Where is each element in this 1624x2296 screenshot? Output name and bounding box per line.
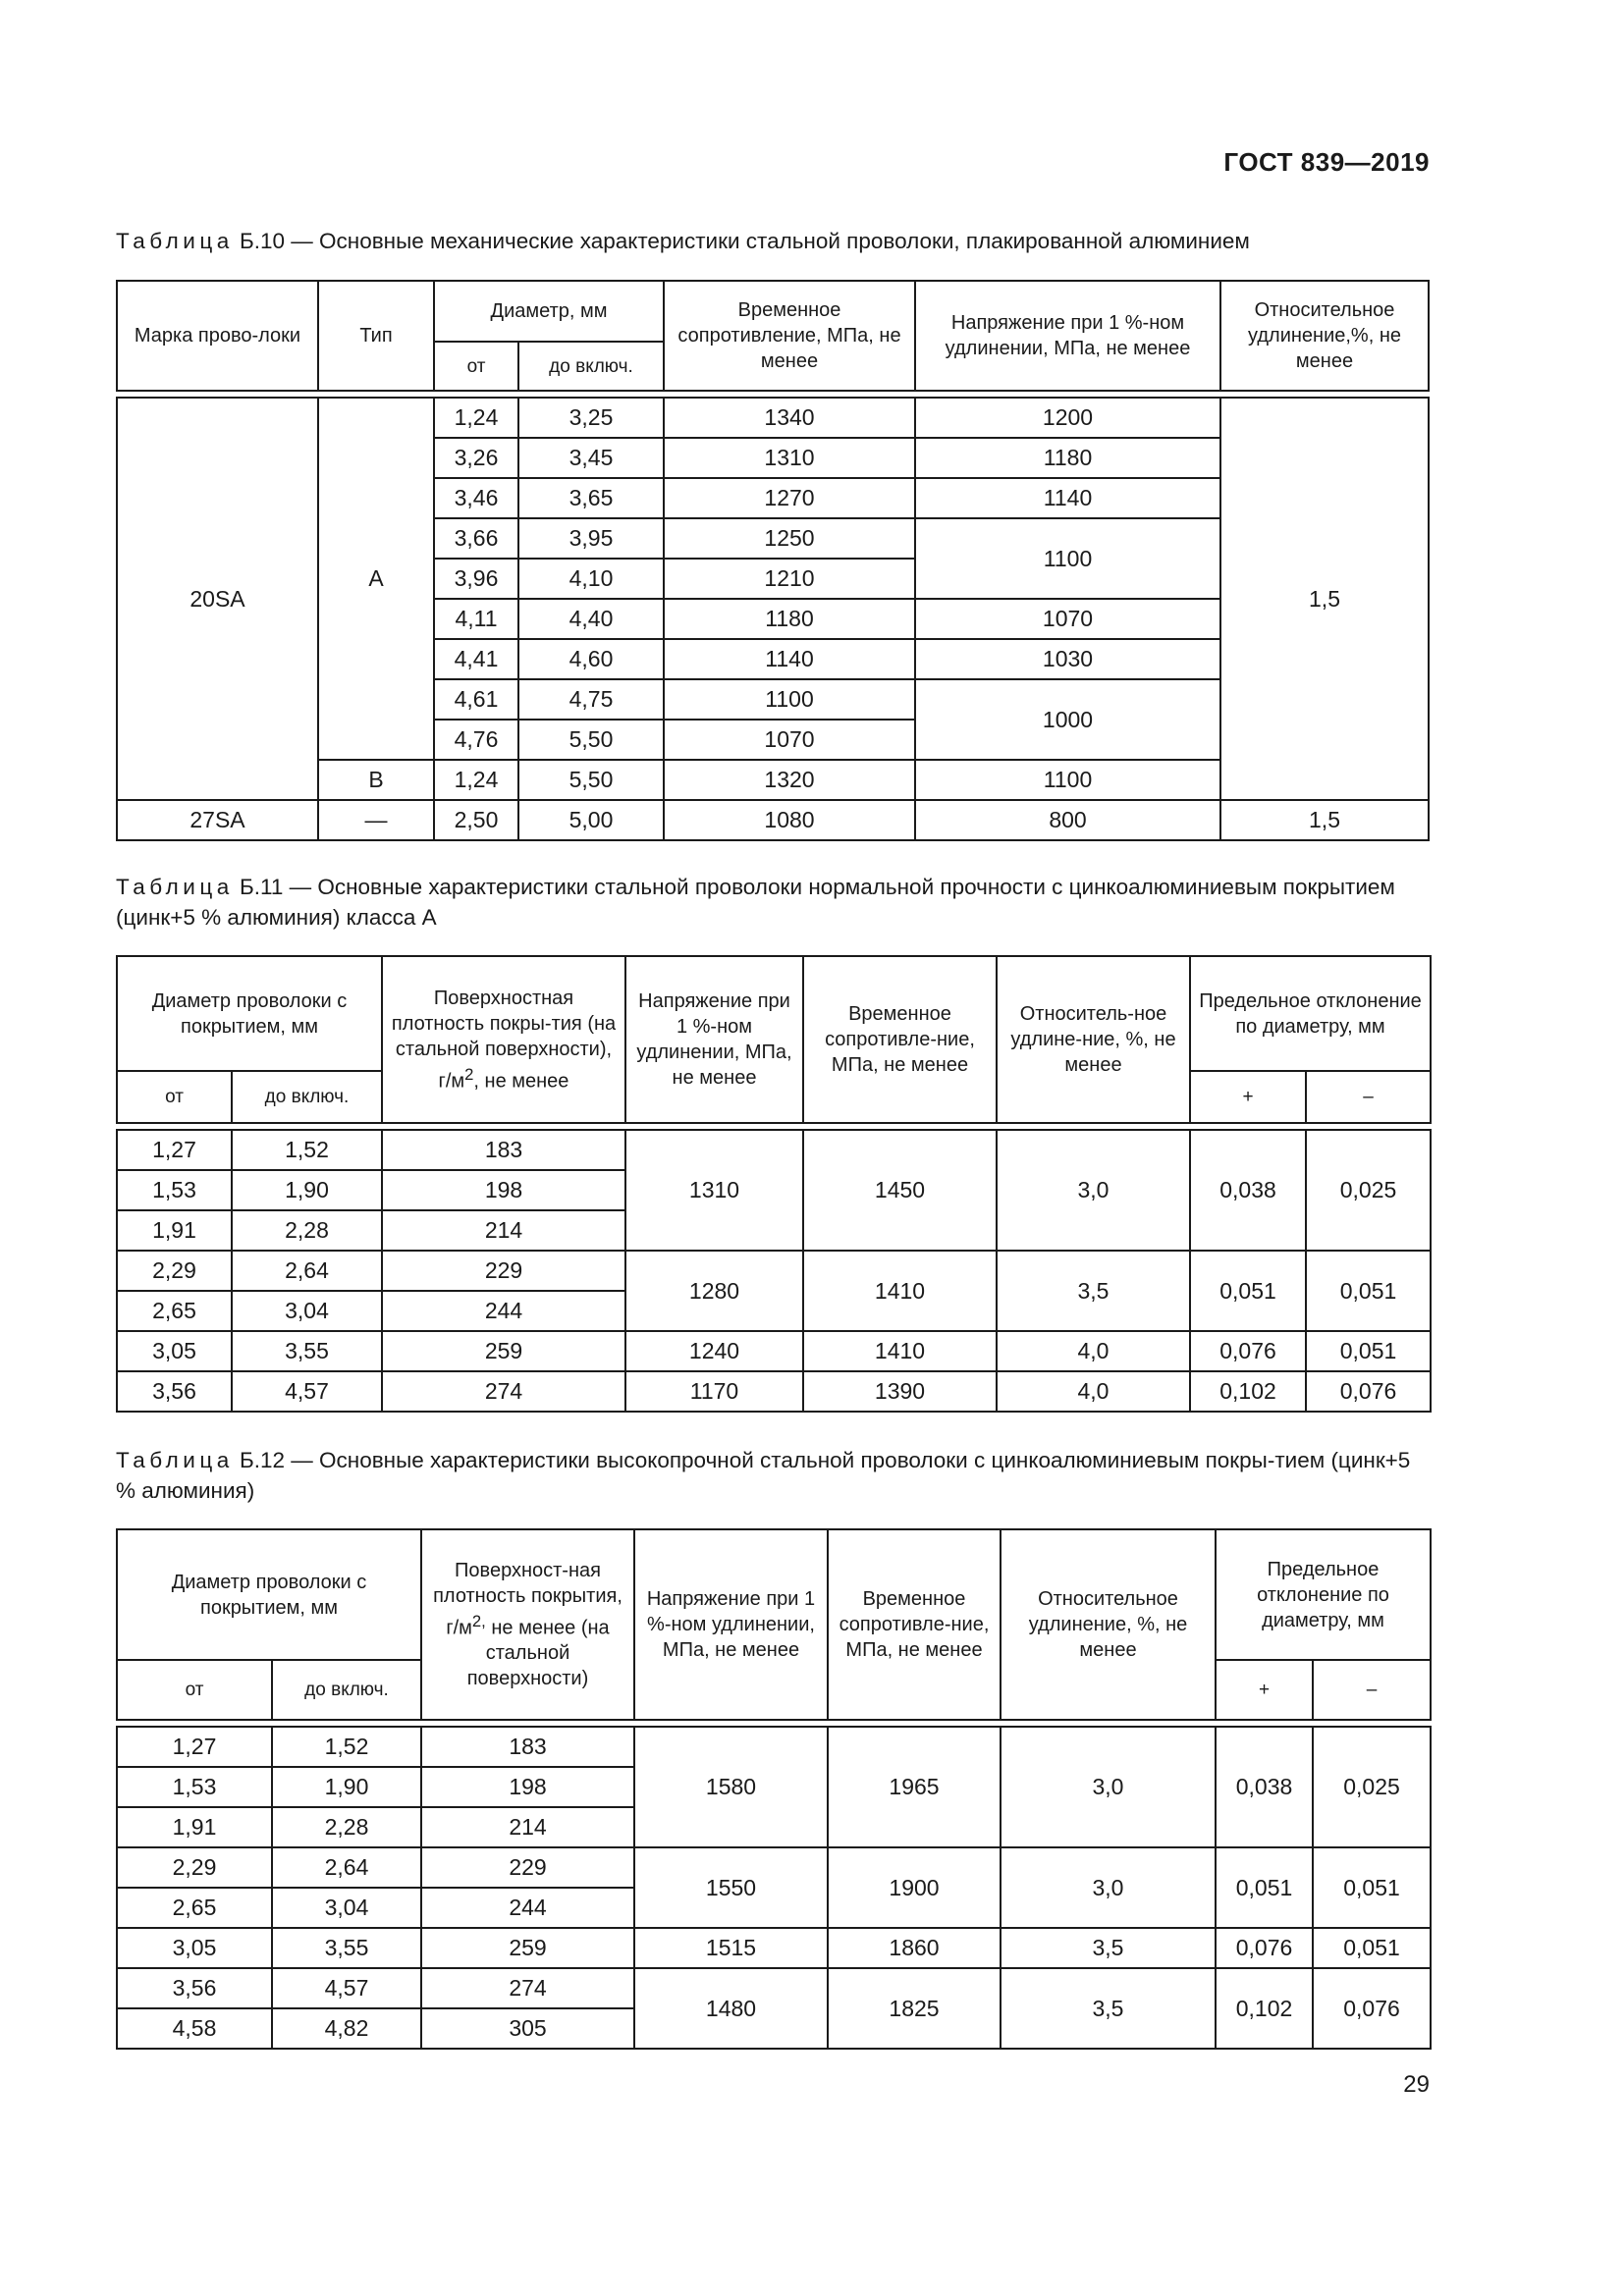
to-cell: 4,10 [518,559,664,599]
header-diameter: Диаметр проволоки с покрытием, мм [117,1529,421,1660]
header-to: до включ. [232,1071,382,1123]
deviation-plus-cell: 0,051 [1216,1847,1313,1928]
elongation-cell: 3,0 [1001,1847,1216,1928]
tensile-cell: 1100 [664,679,915,720]
type-cell: B [318,760,434,800]
from-cell: 2,65 [117,1888,272,1928]
header-plus: + [1190,1071,1306,1123]
table-row [117,398,1429,438]
to-cell: 1,90 [272,1767,421,1807]
from-cell: 1,27 [117,1130,232,1170]
table-row [117,1727,1431,1767]
stress-cell: 800 [915,800,1220,840]
to-cell: 4,57 [272,1968,421,2008]
to-cell: 4,57 [232,1371,382,1412]
density-cell: 198 [382,1170,625,1210]
header-stress-1pct: Напряжение при 1 %-ном удлинении, МПа, не менее [634,1529,828,1720]
deviation-plus-cell: 0,076 [1190,1331,1306,1371]
from-cell: 1,91 [117,1807,272,1847]
tensile-cell: 1825 [828,1968,1001,2049]
table-row [117,1331,1431,1371]
elongation-cell: 1,5 [1220,398,1429,800]
table-b10-caption [116,226,1432,256]
from-cell: 3,96 [434,559,518,599]
density-superscript: 2 [464,1064,474,1084]
tensile-cell: 1080 [664,800,915,840]
deviation-minus-cell: 0,051 [1313,1928,1431,1968]
from-cell: 1,24 [434,398,518,438]
from-cell: 1,53 [117,1767,272,1807]
table-row [117,800,1429,840]
from-cell: 2,29 [117,1847,272,1888]
density-superscript: 2, [471,1611,486,1630]
caption-text: Б.12 — Основные характеристики высокопрочной стальной проволоки с цинкоалюминиевым покры-тием (цинк+5 % алюминия) [116,1448,1411,1503]
to-cell: 4,75 [518,679,664,720]
table-row [117,1928,1431,1968]
from-cell: 3,66 [434,518,518,559]
header-stress-1pct: Напряжение при 1 %-ном удлинении, МПа, не менее [915,281,1220,391]
header-mark: Марка прово-локи [117,281,318,391]
deviation-minus-cell: 0,051 [1313,1847,1431,1928]
deviation-minus-cell: 0,051 [1306,1331,1431,1371]
header-to: до включ. [518,342,664,391]
caption-text: Б.11 — Основные характеристики стальной проволоки нормальной прочности с цинкоалюминиевым покрытием (цинк+5 % алюминия) класса A [116,875,1395,930]
header-elongation: Относительное удлинение, %, не менее [1001,1529,1216,1720]
from-cell: 3,26 [434,438,518,478]
mark-cell: 27SA [117,800,318,840]
stress-cell: 1030 [915,639,1220,679]
header-diameter: Диаметр, мм [434,281,664,342]
from-cell: 4,11 [434,599,518,639]
density-cell: 259 [382,1331,625,1371]
header-elongation: Относительное удлинение,%, не менее [1220,281,1429,391]
header-tensile-strength: Временное сопротивле-ние, МПа, не менее [828,1529,1001,1720]
header-from: от [117,1660,272,1720]
header-elongation: Относитель-ное удлине-ние, %, не менее [997,956,1190,1123]
to-cell: 3,45 [518,438,664,478]
from-cell: 1,27 [117,1727,272,1767]
tensile-cell: 1070 [664,720,915,760]
table-row [117,1371,1431,1412]
density-cell: 244 [421,1888,634,1928]
from-cell: 3,46 [434,478,518,518]
density-text: Поверхност-ная плотность покрытия, г/м [433,1559,623,1639]
header-minus: – [1306,1071,1431,1123]
deviation-minus-cell: 0,076 [1313,1968,1431,2049]
tensile-cell: 1965 [828,1727,1001,1847]
from-cell: 1,53 [117,1170,232,1210]
from-cell: 2,29 [117,1251,232,1291]
header-minus: – [1313,1660,1431,1720]
table-row [117,1847,1431,1888]
density-cell: 274 [382,1371,625,1412]
table-b12-caption [116,1445,1432,1506]
to-cell: 3,04 [232,1291,382,1331]
density-cell: 244 [382,1291,625,1331]
stress-cell: 1580 [634,1727,828,1847]
from-cell: 3,56 [117,1968,272,2008]
stress-cell: 1550 [634,1847,828,1928]
header-stress-1pct: Напряжение при 1 %-ном удлинении, МПа, не менее [625,956,803,1123]
tensile-cell: 1140 [664,639,915,679]
density-cell: 274 [421,1968,634,2008]
caption-label: Таблица [116,1448,234,1472]
density-cell: 214 [421,1807,634,1847]
elongation-cell: 4,0 [997,1371,1190,1412]
table-row [117,1251,1431,1291]
tensile-cell: 1450 [803,1130,997,1251]
to-cell: 5,50 [518,720,664,760]
tensile-cell: 1410 [803,1331,997,1371]
density-cell: 198 [421,1767,634,1807]
from-cell: 3,56 [117,1371,232,1412]
elongation-cell: 3,5 [997,1251,1190,1331]
tensile-cell: 1340 [664,398,915,438]
header-tensile-strength: Временное сопротивле-ние, МПа, не менее [803,956,997,1123]
from-cell: 1,91 [117,1210,232,1251]
density-cell: 259 [421,1928,634,1968]
table-b11-caption [116,872,1432,933]
stress-cell: 1515 [634,1928,828,1968]
header-from: от [117,1071,232,1123]
from-cell: 3,05 [117,1928,272,1968]
header-tensile-strength: Временное сопротивление, МПа, не менее [664,281,915,391]
elongation-cell: 3,0 [1001,1727,1216,1847]
from-cell: 4,76 [434,720,518,760]
elongation-cell: 3,0 [997,1130,1190,1251]
deviation-plus-cell: 0,038 [1216,1727,1313,1847]
from-cell: 3,05 [117,1331,232,1371]
elongation-cell: 3,5 [1001,1968,1216,2049]
deviation-plus-cell: 0,038 [1190,1130,1306,1251]
tensile-cell: 1180 [664,599,915,639]
deviation-minus-cell: 0,025 [1313,1727,1431,1847]
table-row [117,1968,1431,2008]
from-cell: 4,58 [117,2008,272,2049]
header-deviation: Предельное отклонение по диаметру, мм [1190,956,1431,1071]
page-number: 29 [1403,2071,1430,2098]
caption-text: Б.10 — Основные механические характеристики стальной проволоки, плакированной алюминием [233,229,1250,253]
deviation-plus-cell: 0,102 [1190,1371,1306,1412]
density-cell: 229 [421,1847,634,1888]
tensile-cell: 1210 [664,559,915,599]
header-deviation: Предельное отклонение по диаметру, мм [1216,1529,1431,1660]
to-cell: 1,52 [272,1727,421,1767]
elongation-cell: 1,5 [1220,800,1429,840]
tensile-cell: 1900 [828,1847,1001,1928]
caption-label: Таблица [116,229,234,253]
table-b12 [116,1528,1432,2050]
to-cell: 5,50 [518,760,664,800]
tensile-cell: 1320 [664,760,915,800]
to-cell: 5,00 [518,800,664,840]
from-cell: 4,61 [434,679,518,720]
density-text-end: , не менее [473,1070,569,1093]
header-diameter: Диаметр проволоки с покрытием, мм [117,956,382,1071]
to-cell: 1,52 [232,1130,382,1170]
header-surface-density [421,1529,634,1720]
stress-cell: 1240 [625,1331,803,1371]
tensile-cell: 1310 [664,438,915,478]
to-cell: 2,64 [232,1251,382,1291]
density-cell: 305 [421,2008,634,2049]
density-text: Поверхностная плотность покры-тия (на стальной поверхности), г/м [391,987,617,1093]
to-cell: 3,04 [272,1888,421,1928]
elongation-cell: 4,0 [997,1331,1190,1371]
tensile-cell: 1270 [664,478,915,518]
density-cell: 214 [382,1210,625,1251]
stress-cell: 1280 [625,1251,803,1331]
type-cell: A [318,398,434,760]
standard-designation: ГОСТ 839—2019 [1223,147,1430,177]
deviation-plus-cell: 0,051 [1190,1251,1306,1331]
deviation-plus-cell: 0,076 [1216,1928,1313,1968]
table-row [117,1130,1431,1170]
density-text-end: не менее (на стальной поверхности) [466,1617,610,1690]
header-to: до включ. [272,1660,421,1720]
table-b10 [116,280,1430,841]
header-type: Тип [318,281,434,391]
caption-label: Таблица [116,875,234,899]
tensile-cell: 1390 [803,1371,997,1412]
from-cell: 1,24 [434,760,518,800]
stress-cell: 1140 [915,478,1220,518]
stress-cell: 1000 [915,679,1220,760]
from-cell: 2,65 [117,1291,232,1331]
stress-cell: 1100 [915,760,1220,800]
to-cell: 1,90 [232,1170,382,1210]
deviation-minus-cell: 0,051 [1306,1251,1431,1331]
to-cell: 3,55 [232,1331,382,1371]
density-cell: 183 [421,1727,634,1767]
density-cell: 229 [382,1251,625,1291]
to-cell: 3,25 [518,398,664,438]
stress-cell: 1170 [625,1371,803,1412]
to-cell: 3,55 [272,1928,421,1968]
stress-cell: 1480 [634,1968,828,2049]
tensile-cell: 1410 [803,1251,997,1331]
stress-cell: 1200 [915,398,1220,438]
header-plus: + [1216,1660,1313,1720]
mark-cell: 20SA [117,398,318,800]
elongation-cell: 3,5 [1001,1928,1216,1968]
deviation-minus-cell: 0,076 [1306,1371,1431,1412]
type-cell: — [318,800,434,840]
to-cell: 4,40 [518,599,664,639]
deviation-minus-cell: 0,025 [1306,1130,1431,1251]
to-cell: 2,28 [232,1210,382,1251]
stress-cell: 1310 [625,1130,803,1251]
table-b11 [116,955,1432,1413]
to-cell: 2,28 [272,1807,421,1847]
to-cell: 2,64 [272,1847,421,1888]
to-cell: 3,65 [518,478,664,518]
from-cell: 2,50 [434,800,518,840]
header-from: от [434,342,518,391]
stress-cell: 1100 [915,518,1220,599]
density-cell: 183 [382,1130,625,1170]
to-cell: 4,60 [518,639,664,679]
deviation-plus-cell: 0,102 [1216,1968,1313,2049]
to-cell: 4,82 [272,2008,421,2049]
tensile-cell: 1860 [828,1928,1001,1968]
tensile-cell: 1250 [664,518,915,559]
header-surface-density [382,956,625,1123]
stress-cell: 1070 [915,599,1220,639]
to-cell: 3,95 [518,518,664,559]
stress-cell: 1180 [915,438,1220,478]
from-cell: 4,41 [434,639,518,679]
